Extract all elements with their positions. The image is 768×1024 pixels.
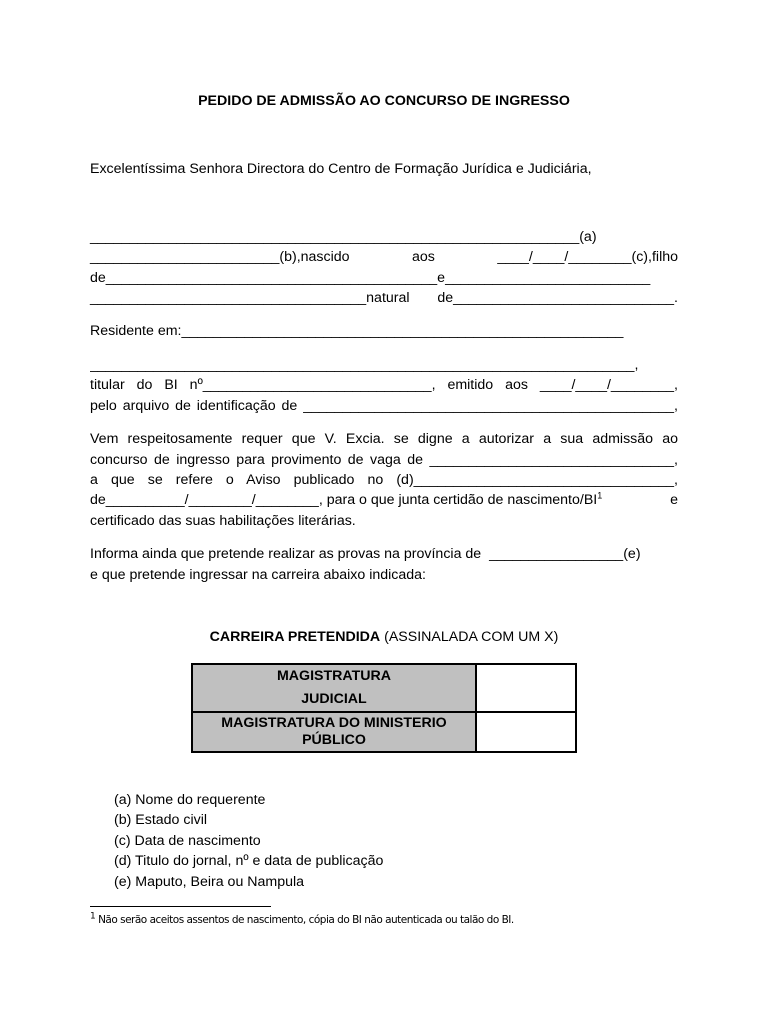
- careers-heading: CARREIRA PRETENDIDA (ASSINALADA COM UM X): [209, 629, 559, 645]
- career-option-ministerio: MAGISTRATURA DO MINISTERIO PÚBLICO: [192, 712, 476, 752]
- form-line-natural: ___________________________________natural de____________________________.: [90, 290, 678, 306]
- form-line-parents: de__________________________________________e__________________________: [90, 270, 651, 286]
- request-line-4: [90, 491, 678, 509]
- request-line-1: Vem respeitosamente requer que V. Excia. se digne a autorizar a sua admissão ao: [90, 431, 678, 447]
- form-line-archive: pelo arquivo de identificação de _______________________________________________,: [90, 398, 678, 414]
- legend-item-e: (e) Maputo, Beira ou Nampula: [114, 874, 305, 890]
- request-line-4-end: e: [670, 492, 678, 508]
- province-line-1: Informa ainda que pretende realizar as provas na província de _________________(e): [90, 546, 641, 562]
- footnote-text: Não serão aceitos assentos de nascimento, cópia do BI não autenticada ou talão do BI.: [95, 914, 514, 926]
- footnote: [90, 911, 514, 926]
- request-line-2: concurso de ingresso para provimento de vaga de _______________________________,: [90, 452, 678, 468]
- page-title: PEDIDO DE ADMISSÃO AO CONCURSO DE INGRESSO: [198, 93, 570, 109]
- form-line-civil-birth: ________________________(b),nascido aos ____/____/________(c),filho: [90, 249, 678, 265]
- form-line-residence: Residente em:________________________________________________________: [90, 323, 624, 339]
- career-row-judicial: [192, 664, 576, 712]
- salutation: Excelentíssima Senhora Directora do Centro de Formação Jurídica e Judiciária,: [90, 161, 592, 177]
- footnote-number: 1: [90, 911, 96, 922]
- career-row-ministerio: [192, 712, 576, 752]
- footnote-separator: [90, 906, 271, 907]
- career-option-judicial: MAGISTRATURA JUDICIAL: [192, 664, 476, 712]
- form-line-bi: titular do BI nº_____________________________, emitido aos ____/____/________,: [90, 377, 678, 393]
- careers-table: [191, 663, 577, 753]
- career-mark-box-judicial[interactable]: [476, 664, 576, 712]
- legend-item-a: (a) Nome do requerente: [114, 792, 266, 808]
- form-line-residence-cont: _____________________________________________________________________,: [90, 357, 639, 373]
- request-line-4-text: de__________/________/________, para o que junta certidão de nascimento/$BI^1$: [90, 490, 603, 508]
- legend-item-d: (d) Titulo do jornal, nº e data de publicação: [114, 853, 384, 869]
- province-line-2: e que pretende ingressar na carreira abaixo indicada:: [90, 567, 426, 583]
- request-line-3: a que se refere o Aviso publicado no (d)_________________________________,: [90, 472, 678, 488]
- career-mark-box-ministerio[interactable]: [476, 712, 576, 752]
- legend-item-b: (b) Estado civil: [114, 812, 208, 828]
- footnote-ref: 1: [597, 490, 603, 501]
- request-line-5: certificado das suas habilitações literárias.: [90, 513, 356, 529]
- legend-item-c: (c) Data de nascimento: [114, 833, 261, 849]
- form-line-name: ______________________________________________________________(a): [90, 229, 597, 245]
